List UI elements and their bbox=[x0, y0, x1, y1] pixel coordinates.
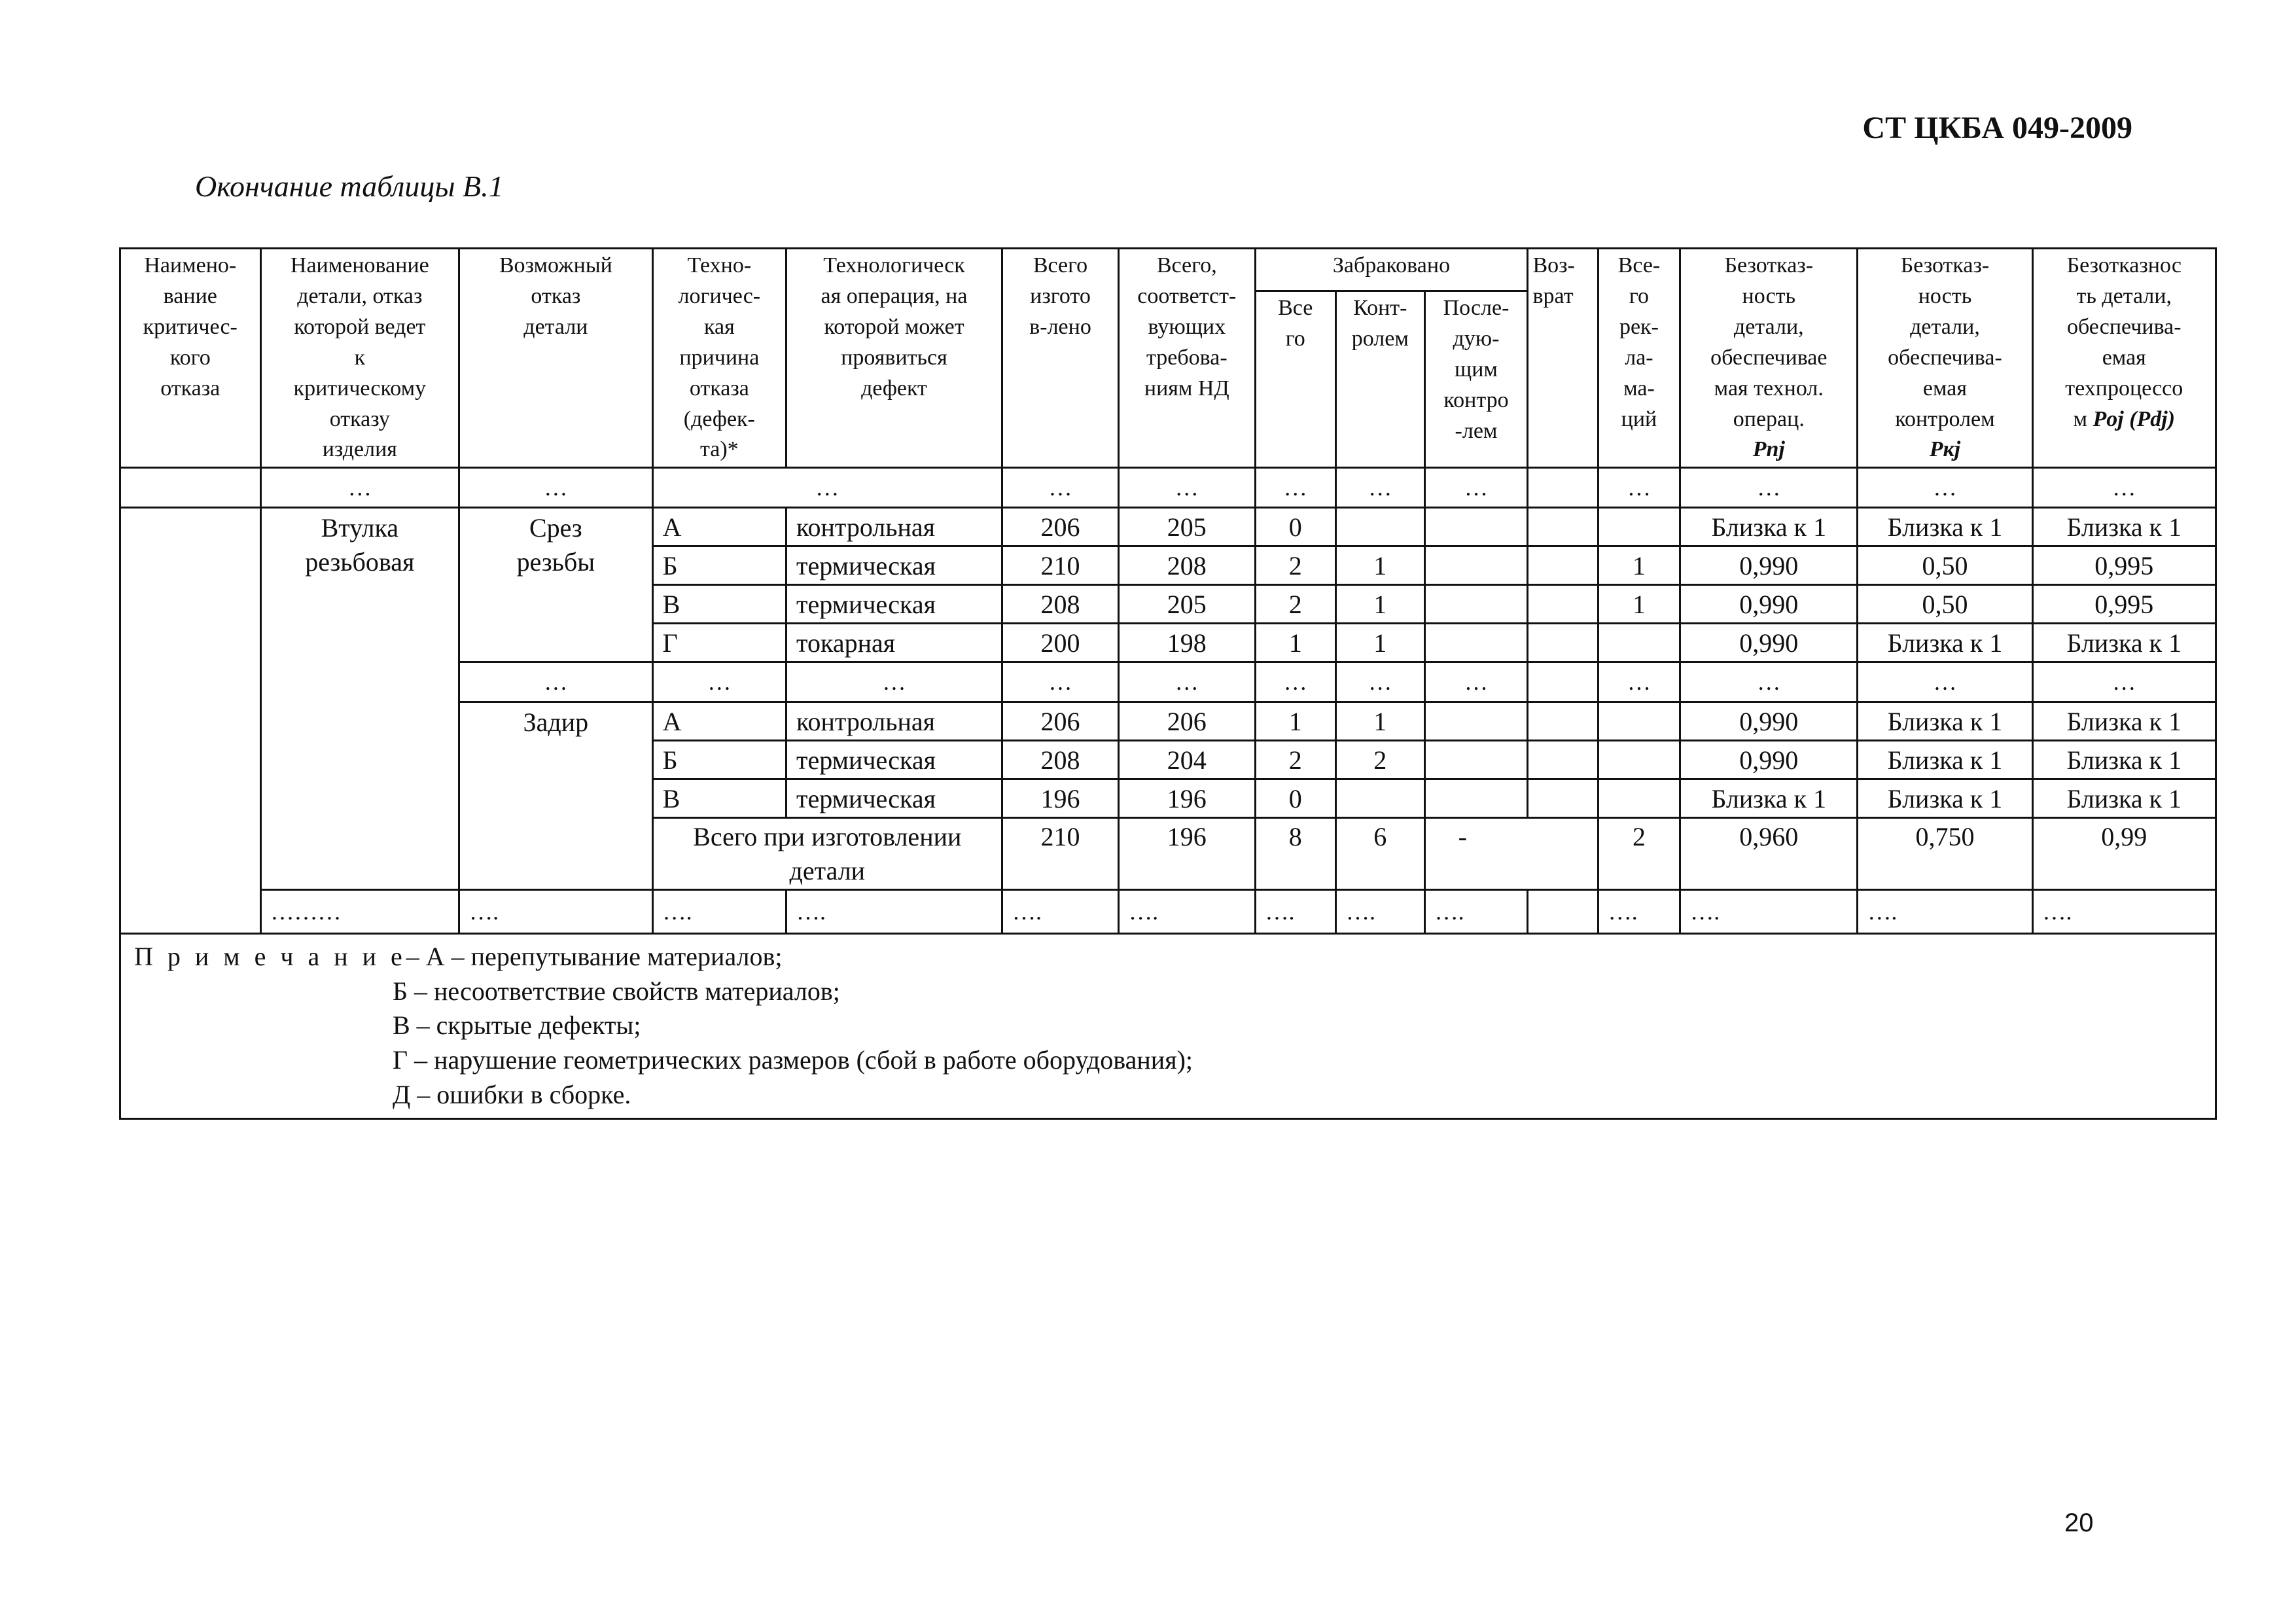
note-cell bbox=[120, 933, 2216, 1118]
header-rejected-total: Все го bbox=[1255, 291, 1335, 468]
cause-cell: Г bbox=[652, 624, 786, 662]
table-row bbox=[120, 508, 2216, 546]
dots-row-3 bbox=[120, 889, 2216, 933]
total-p-proc-cell: 0,99 bbox=[2032, 818, 2216, 889]
dots-cell: … bbox=[652, 662, 786, 702]
dots-cell: …. bbox=[1255, 889, 1335, 933]
p-proc-cell: Близка к 1 bbox=[2032, 741, 2216, 779]
operation-cell: контрольная bbox=[786, 508, 1002, 546]
total-rej-after-cell: - bbox=[1424, 818, 1598, 889]
dots-cell: … bbox=[2032, 662, 2216, 702]
header-total-conforming: Всего, соответст- вующих требова- ниям НД bbox=[1119, 249, 1255, 468]
header-part-name: Наименование детали, отказ которой ведет к критическому отказу изделия bbox=[260, 249, 459, 468]
operation-cell: токарная bbox=[786, 624, 1002, 662]
header-total-made: Всего изгото в-лено bbox=[1002, 249, 1118, 468]
failure-mode-cell: Задир bbox=[459, 702, 653, 889]
conform-cell: 208 bbox=[1119, 546, 1255, 585]
p-ctrl-cell: Близка к 1 bbox=[1858, 508, 2032, 546]
note-line: Г – нарушение геометрических размеров (сбой в работе оборудования); bbox=[393, 1045, 1193, 1075]
header-rejected-after: После- дую- щим контро -лем bbox=[1424, 291, 1528, 468]
made-cell: 210 bbox=[1002, 546, 1118, 585]
dots-cell: … bbox=[1680, 468, 1858, 508]
header-p-ctrl bbox=[1858, 249, 2032, 468]
made-cell: 208 bbox=[1002, 585, 1118, 624]
p-ctrl-cell: Близка к 1 bbox=[1858, 702, 2032, 741]
made-cell: 196 bbox=[1002, 779, 1118, 818]
claims-cell: 1 bbox=[1598, 585, 1680, 624]
conform-cell: 196 bbox=[1119, 779, 1255, 818]
p-ctrl-cell: Близка к 1 bbox=[1858, 779, 2032, 818]
header-claims: Все- го рек- ла- ма- ций bbox=[1598, 249, 1680, 468]
dots-row-1 bbox=[120, 468, 2216, 508]
rej-after-cell bbox=[1424, 546, 1528, 585]
header-p-proc bbox=[2032, 249, 2216, 468]
rej-after-cell bbox=[1424, 624, 1528, 662]
rej-total-cell: 1 bbox=[1255, 702, 1335, 741]
dots-cell: ……… bbox=[260, 889, 459, 933]
p-tech-cell: Близка к 1 bbox=[1680, 779, 1858, 818]
dots-cell: … bbox=[1119, 468, 1255, 508]
returned-cell bbox=[1528, 585, 1598, 624]
p-tech-cell: 0,990 bbox=[1680, 741, 1858, 779]
p-proc-cell: 0,995 bbox=[2032, 546, 2216, 585]
total-p-ctrl-cell: 0,750 bbox=[1858, 818, 2032, 889]
dots-cell: …. bbox=[1002, 889, 1118, 933]
header-p-ctrl-symbol: Pкj bbox=[1929, 437, 1961, 462]
rej-after-cell bbox=[1424, 508, 1528, 546]
claims-cell bbox=[1598, 702, 1680, 741]
made-cell: 206 bbox=[1002, 702, 1118, 741]
p-ctrl-cell: 0,50 bbox=[1858, 585, 2032, 624]
p-proc-cell: Близка к 1 bbox=[2032, 508, 2216, 546]
header-p-tech bbox=[1680, 249, 1858, 468]
dots-cell: … bbox=[1335, 468, 1424, 508]
rej-total-cell: 2 bbox=[1255, 546, 1335, 585]
p-ctrl-cell: Близка к 1 bbox=[1858, 741, 2032, 779]
dots-cell: … bbox=[1424, 468, 1528, 508]
total-rej-control-cell: 6 bbox=[1335, 818, 1424, 889]
conform-cell: 206 bbox=[1119, 702, 1255, 741]
claims-cell bbox=[1598, 508, 1680, 546]
note-text: – А – перепутывание материалов; bbox=[406, 941, 783, 971]
header-p-tech-text: Безотказ- ность детали, обеспечивае мая технол. операц. bbox=[1710, 253, 1828, 431]
dots-cell: …. bbox=[459, 889, 653, 933]
part-name-cell: Втулка резьбовая bbox=[260, 508, 459, 889]
claims-cell bbox=[1598, 624, 1680, 662]
cause-cell: А bbox=[652, 508, 786, 546]
rej-total-cell: 2 bbox=[1255, 585, 1335, 624]
header-p-tech-symbol: Pnj bbox=[1752, 437, 1785, 462]
rej-control-cell bbox=[1335, 508, 1424, 546]
operation-cell: контрольная bbox=[786, 702, 1002, 741]
rej-total-cell: 1 bbox=[1255, 624, 1335, 662]
dots-cell: …. bbox=[1424, 889, 1528, 933]
total-conform-cell: 196 bbox=[1119, 818, 1255, 889]
rej-total-cell: 0 bbox=[1255, 779, 1335, 818]
rej-total-cell: 2 bbox=[1255, 741, 1335, 779]
dots-cell: … bbox=[1255, 662, 1335, 702]
total-claims-cell: 2 bbox=[1598, 818, 1680, 889]
header-possible-failure: Возможный отказ детали bbox=[459, 249, 653, 468]
header-tech-cause: Техно- логичес- кая причина отказа (дефек- та)* bbox=[652, 249, 786, 468]
dots-cell: … bbox=[459, 468, 653, 508]
header-tech-operation: Технологическ ая операция, на которой может проявиться дефект bbox=[786, 249, 1002, 468]
document-code: СТ ЦКБА 049-2009 bbox=[1862, 111, 2132, 145]
operation-cell: термическая bbox=[786, 585, 1002, 624]
made-cell: 208 bbox=[1002, 741, 1118, 779]
cause-cell: Б bbox=[652, 741, 786, 779]
note-prefix: П р и м е ч а н и е bbox=[134, 941, 406, 971]
failure-mode-cell: Срез резьбы bbox=[459, 508, 653, 662]
conform-cell: 204 bbox=[1119, 741, 1255, 779]
note-row bbox=[120, 933, 2216, 1118]
rej-control-cell bbox=[1335, 779, 1424, 818]
dots-cell: …. bbox=[1119, 889, 1255, 933]
header-rejected: Забраковано bbox=[1255, 249, 1528, 291]
rej-control-cell: 1 bbox=[1335, 702, 1424, 741]
p-ctrl-cell: 0,50 bbox=[1858, 546, 2032, 585]
dots-cell: … bbox=[1255, 468, 1335, 508]
note-line: Д – ошибки в сборке. bbox=[393, 1079, 631, 1109]
header-critical-failure: Наимено- вание критичес- кого отказа bbox=[120, 249, 261, 468]
total-p-tech-cell: 0,960 bbox=[1680, 818, 1858, 889]
made-cell: 200 bbox=[1002, 624, 1118, 662]
header-returned: Воз- врат bbox=[1528, 249, 1598, 468]
claims-cell bbox=[1598, 779, 1680, 818]
operation-cell: термическая bbox=[786, 741, 1002, 779]
dots-cell: … bbox=[1335, 662, 1424, 702]
cell-empty bbox=[1528, 468, 1598, 508]
total-made-cell: 210 bbox=[1002, 818, 1118, 889]
table-caption: Окончание таблицы В.1 bbox=[195, 169, 504, 203]
cause-cell: В bbox=[652, 779, 786, 818]
dots-cell: … bbox=[2032, 468, 2216, 508]
rej-total-cell: 0 bbox=[1255, 508, 1335, 546]
claims-cell: 1 bbox=[1598, 546, 1680, 585]
dots-cell: …. bbox=[652, 889, 786, 933]
cause-cell: В bbox=[652, 585, 786, 624]
note-line bbox=[134, 940, 2202, 974]
dots-cell: … bbox=[652, 468, 1002, 508]
p-proc-cell: 0,995 bbox=[2032, 585, 2216, 624]
conform-cell: 205 bbox=[1119, 508, 1255, 546]
rej-control-cell: 2 bbox=[1335, 741, 1424, 779]
conform-cell: 205 bbox=[1119, 585, 1255, 624]
dots-cell: … bbox=[1858, 662, 2032, 702]
dots-cell: … bbox=[260, 468, 459, 508]
header-p-ctrl-text: Безотказ- ность детали, обеспечива- емая контролем bbox=[1888, 253, 2002, 431]
header-p-proc-symbol: Poj (Pdj) bbox=[2093, 406, 2176, 431]
p-proc-cell: Близка к 1 bbox=[2032, 779, 2216, 818]
dots-cell: … bbox=[1680, 662, 1858, 702]
dots-cell: … bbox=[1002, 662, 1118, 702]
cell-empty bbox=[1528, 662, 1598, 702]
p-tech-cell: 0,990 bbox=[1680, 585, 1858, 624]
returned-cell bbox=[1528, 779, 1598, 818]
dots-cell: …. bbox=[1598, 889, 1680, 933]
conform-cell: 198 bbox=[1119, 624, 1255, 662]
returned-cell bbox=[1528, 546, 1598, 585]
cell-critical-failure bbox=[120, 508, 261, 933]
dots-cell: … bbox=[1598, 662, 1680, 702]
returned-cell bbox=[1528, 741, 1598, 779]
dots-cell: …. bbox=[2032, 889, 2216, 933]
rej-control-cell: 1 bbox=[1335, 585, 1424, 624]
dots-cell: …. bbox=[1858, 889, 2032, 933]
rej-control-cell: 1 bbox=[1335, 624, 1424, 662]
p-ctrl-cell: Близка к 1 bbox=[1858, 624, 2032, 662]
rej-after-cell bbox=[1424, 585, 1528, 624]
total-label-cell: Всего при изготовлении детали bbox=[652, 818, 1002, 889]
p-tech-cell: 0,990 bbox=[1680, 624, 1858, 662]
returned-cell bbox=[1528, 508, 1598, 546]
note-line: Б – несоответствие свойств материалов; bbox=[393, 976, 840, 1006]
made-cell: 206 bbox=[1002, 508, 1118, 546]
dots-cell: … bbox=[786, 662, 1002, 702]
cause-cell: Б bbox=[652, 546, 786, 585]
dots-cell: … bbox=[1424, 662, 1528, 702]
page-number: 20 bbox=[2064, 1508, 2094, 1537]
returned-cell bbox=[1528, 702, 1598, 741]
p-tech-cell: Близка к 1 bbox=[1680, 508, 1858, 546]
dots-cell: …. bbox=[1680, 889, 1858, 933]
header-rejected-control: Конт- ролем bbox=[1335, 291, 1424, 468]
reliability-table bbox=[119, 247, 2217, 1120]
dots-cell: … bbox=[1119, 662, 1255, 702]
operation-cell: термическая bbox=[786, 546, 1002, 585]
rej-after-cell bbox=[1424, 741, 1528, 779]
dots-cell: … bbox=[1002, 468, 1118, 508]
dots-cell: … bbox=[1858, 468, 2032, 508]
rej-after-cell bbox=[1424, 779, 1528, 818]
cell-empty bbox=[120, 468, 261, 508]
note-line: В – скрытые дефекты; bbox=[393, 1010, 641, 1041]
dots-cell: …. bbox=[786, 889, 1002, 933]
p-proc-cell: Близка к 1 bbox=[2032, 624, 2216, 662]
header-p-proc-text: Безотказнос ть детали, обеспечива- емая техпроцессо м bbox=[2065, 253, 2183, 431]
dots-cell: …. bbox=[1335, 889, 1424, 933]
p-tech-cell: 0,990 bbox=[1680, 702, 1858, 741]
p-tech-cell: 0,990 bbox=[1680, 546, 1858, 585]
claims-cell bbox=[1598, 741, 1680, 779]
cell-empty bbox=[1528, 889, 1598, 933]
returned-cell bbox=[1528, 624, 1598, 662]
p-proc-cell: Близка к 1 bbox=[2032, 702, 2216, 741]
header-row-1 bbox=[120, 249, 2216, 291]
operation-cell: термическая bbox=[786, 779, 1002, 818]
rej-after-cell bbox=[1424, 702, 1528, 741]
rej-control-cell: 1 bbox=[1335, 546, 1424, 585]
cause-cell: А bbox=[652, 702, 786, 741]
dots-cell: … bbox=[1598, 468, 1680, 508]
dots-cell: … bbox=[459, 662, 653, 702]
total-rej-total-cell: 8 bbox=[1255, 818, 1335, 889]
